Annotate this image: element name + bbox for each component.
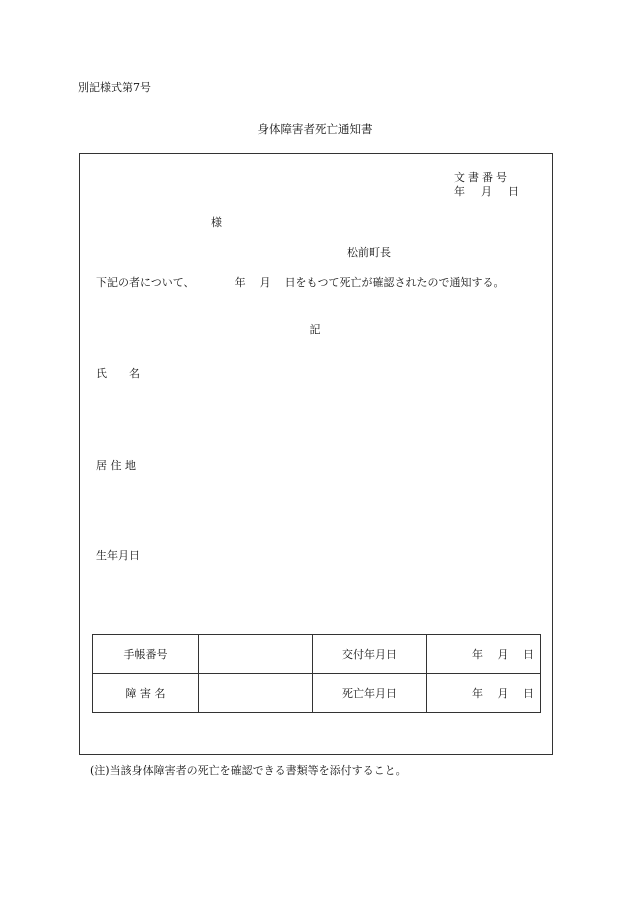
info-table: [92, 634, 541, 713]
address-label: 居 住 地: [96, 459, 136, 472]
issuer-name: 松前町長: [347, 246, 391, 259]
notice-suffix: 日をもつて死亡が確認されたので通知する。: [284, 276, 505, 289]
table-row: [93, 635, 541, 674]
disability-name-label: 障 害 名: [93, 674, 199, 713]
ki-heading: 記: [309, 323, 321, 336]
death-date-value: 年 月 日: [427, 674, 541, 713]
table-row: [93, 674, 541, 713]
document-number-label: 文書番号: [454, 171, 510, 184]
form-number-label: 別記様式第7号: [78, 81, 151, 94]
birthdate-label: 生年月日: [96, 549, 140, 562]
death-date-label: 死亡年月日: [313, 674, 427, 713]
handbook-number-label: 手帳番号: [93, 635, 199, 674]
date-year-label: 年: [454, 185, 465, 198]
addressee-honorific: 様: [211, 216, 222, 229]
notice-month-label: 月: [259, 276, 271, 289]
issue-date-value: 年 月 日: [427, 635, 541, 674]
date-month-label: 月: [481, 185, 492, 198]
date-day-label: 日: [508, 185, 519, 198]
footnote: (注)当該身体障害者の死亡を確認できる書類等を添付すること。: [90, 764, 407, 777]
notice-year-label: 年: [234, 276, 246, 289]
notice-sentence: [96, 277, 505, 288]
issue-date-label: 交付年月日: [313, 635, 427, 674]
disability-name-value: [199, 674, 313, 713]
document-date: [454, 186, 519, 197]
name-label: 氏 名: [96, 367, 140, 380]
handbook-number-value: [199, 635, 313, 674]
notice-prefix: 下記の者について、: [96, 276, 195, 289]
document-title: 身体障害者死亡通知書: [257, 122, 373, 136]
